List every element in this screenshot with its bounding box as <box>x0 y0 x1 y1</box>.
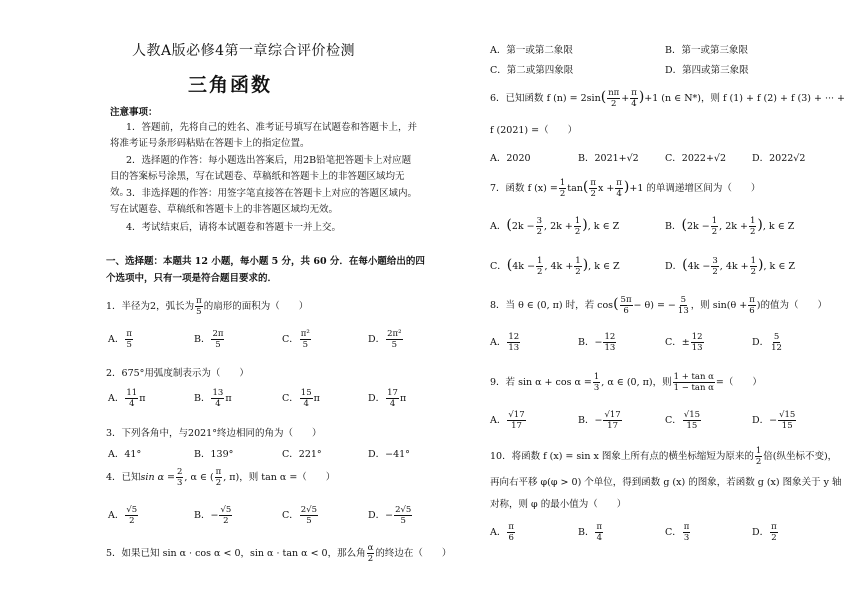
question-6-option-b[interactable]: B．2021+√2 <box>578 153 639 164</box>
question-8-option-b[interactable]: B．− $\frac{12}{13}$ <box>578 332 616 353</box>
question-6-stem-cont: f (2021) =（ ） <box>490 125 578 136</box>
question-9-option-d[interactable]: D．− $\frac{√15}{15}$ <box>752 410 796 431</box>
question-3-option-a[interactable]: A．41° <box>108 449 142 460</box>
exam-title: 人教A版必修4第一章综合评价检测 <box>132 43 356 59</box>
notice-item-1: 1．答题前，先将自己的姓名、准考证号填写在试题卷和答题卡上，并将准考证号条形码粘贴在答题卡上的指定位置。 <box>110 122 418 149</box>
question-2-option-b[interactable]: B． $\frac{13}{4}$ π <box>194 388 232 409</box>
question-3-stem: 3．下列各角中，与2021°终边相同的角为（ ） <box>106 428 322 439</box>
notice-item-2: 2．选择题的作答：每小题选出答案后，用2B铅笔把答题卡上对应题目的答案标号涂黑，写在试题卷、草稿纸和答题卡上的非答题区域均无效。 <box>110 155 412 198</box>
question-9-option-c[interactable]: C． $\frac{√15}{15}$ <box>665 410 701 431</box>
section-heading-line2: 个选项中，只有一项是符合题目要求的． <box>106 273 278 284</box>
question-10-option-d[interactable]: D． $\frac{\pi}{2}$ <box>752 522 777 543</box>
question-8-option-d[interactable]: D． $\frac{5}{12}$ <box>752 332 782 353</box>
fraction: $\frac{\pi}{5}$ <box>196 296 202 317</box>
question-7-stem: 7．函数 f (x) = $\frac{1}{2}$ tan( $\frac{\pi}{2}$ x + $\frac{\pi}{4}$ )+1 的单调递增区间为（ ） <box>490 178 761 199</box>
question-4-stem: 4．已知sin α = $\frac{2}{3}$ , α ∈ ( $\frac{\pi}{2}$ , π)，则 tan α =（ ） <box>106 467 336 488</box>
question-3-option-c[interactable]: C．221° <box>282 449 322 460</box>
right-column <box>430 0 860 607</box>
question-3-option-b[interactable]: B．139° <box>194 449 234 460</box>
question-10-stem-line1: 10．将函数 f (x) = sin x 图象上所有点的横坐标缩短为原来的 $\frac{1}{2}$ 倍(纵坐标不变)， <box>490 446 838 467</box>
question-6-stem: 6．已知函数 f (n) = 2sin( $\frac{n\pi}{2}$ + $\frac{\pi}{4}$ )+1 (n ∈ N*)，则 f (1) + f (2) + f (3) + ··· + <box>490 88 846 109</box>
question-3-option-d[interactable]: D．−41° <box>368 449 410 460</box>
question-5-option-b[interactable]: B．第一或第三象限 <box>665 45 748 56</box>
question-9-option-b[interactable]: B．− $\frac{√17}{17}$ <box>578 410 621 431</box>
question-1-option-c[interactable]: C． $\frac{\text{π²}}{5}$ <box>282 329 310 350</box>
question-10-option-c[interactable]: C． $\frac{\pi}{3}$ <box>665 522 690 543</box>
question-4-option-a[interactable]: A． $\frac{√5}{2}$ <box>108 505 138 526</box>
question-2-option-d[interactable]: D． $\frac{17}{4}$ π <box>368 388 407 409</box>
question-9-option-a[interactable]: A． $\frac{√17}{17}$ <box>490 410 525 431</box>
question-4-option-b[interactable]: B．− $\frac{√5}{2}$ <box>194 505 232 526</box>
question-5-option-c[interactable]: C．第二或第四象限 <box>490 65 574 76</box>
question-6-option-c[interactable]: C．2022+√2 <box>665 153 727 164</box>
question-1-option-b[interactable]: B． $\frac{2\pi}{5}$ <box>194 329 224 350</box>
question-8-stem: 8．当 θ ∈ (0, π) 时，若 cos( $\frac{5\pi}{6}$ − θ) = − $\frac{5}{13}$ ，则 sin(θ + $\frac{\pi}{6}$ )的值为（ ） <box>490 295 828 316</box>
question-7-option-b[interactable]: B．(2k − $\frac{1}{2}$ , 2k + $\frac{1}{2}$ ), k ∈ Z <box>665 216 795 237</box>
question-2-option-c[interactable]: C． $\frac{15}{4}$ π <box>282 388 320 409</box>
notice-item-3: 3．非选择题的作答：用签字笔直接答在答题卡上对应的答题区域内。写在试题卷、草稿纸和答题卡上的非答题区域均无效。 <box>110 188 418 215</box>
notice-item-4: 4．考试结束后，请将本试题卷和答题卡一并上交。 <box>126 222 342 233</box>
question-6-option-a[interactable]: A．2020 <box>490 153 531 164</box>
question-4-option-c[interactable]: C． $\frac{2√5}{5}$ <box>282 505 318 526</box>
question-10-stem-line2: 再向右平移 φ(φ > 0) 个单位，得到函数 g (x) 的图象，若函数 g (x) 图象关于 y 轴 <box>490 477 842 488</box>
question-10-stem-line3: 对称，则 φ 的最小值为（ ） <box>490 499 627 510</box>
question-4-option-d[interactable]: D．− $\frac{2√5}{5}$ <box>368 505 412 526</box>
question-1-option-d[interactable]: D． $\frac{\text{2π²}}{5}$ <box>368 329 402 350</box>
subject-title: 三角函数 <box>188 74 273 96</box>
question-5-option-a[interactable]: A．第一或第二象限 <box>490 45 573 56</box>
notice-heading: 注意事项： <box>110 107 158 118</box>
question-9-stem: 9．若 sin α + cos α = $\frac{1}{3}$ , α ∈ (0, π)，则 $\frac{\text{1 + tan α}}{\text{1 − tan α}}$ =（ ） <box>490 372 762 393</box>
question-2-stem: 2．675°用弧度制表示为（ ） <box>106 368 249 379</box>
question-10-option-b[interactable]: B． $\frac{\pi}{4}$ <box>578 522 603 543</box>
question-5-option-d[interactable]: D．第四或第三象限 <box>665 65 749 76</box>
question-1-option-a[interactable]: A． $\frac{\pi}{5}$ <box>108 329 132 350</box>
question-7-option-d[interactable]: D．(4k − $\frac{3}{2}$ , 4k + $\frac{1}{2}$ ), k ∈ Z <box>665 256 795 277</box>
question-5-stem: 5．如果已知 sin α · cos α < 0，sin α · tan α < 0，那么角 $\frac{\alpha}{2}$ 的终边在（ ） <box>106 543 452 564</box>
question-1-stem: 1．半径为2，弧长为 $\frac{\pi}{5}$ 的扇形的面积为（ ） <box>106 296 309 317</box>
section-heading-line1: 一、选择题：本题共 12 小题，每小题 5 分，共 60 分．在每小题给出的四 <box>106 256 425 267</box>
question-6-option-d[interactable]: D．2022√2 <box>752 153 806 164</box>
question-8-option-a[interactable]: A． $\frac{12}{13}$ <box>490 332 520 353</box>
question-8-option-c[interactable]: C．± $\frac{12}{13}$ <box>665 332 703 353</box>
question-2-option-a[interactable]: A． $\frac{11}{4}$ π <box>108 388 146 409</box>
question-10-option-a[interactable]: A． $\frac{\pi}{6}$ <box>490 522 514 543</box>
question-7-option-a[interactable]: A．(2k − $\frac{3}{2}$ , 2k + $\frac{1}{2}$ ), k ∈ Z <box>490 216 620 237</box>
question-7-option-c[interactable]: C．(4k − $\frac{1}{2}$ , 4k + $\frac{1}{2}$ ), k ∈ Z <box>490 256 620 277</box>
